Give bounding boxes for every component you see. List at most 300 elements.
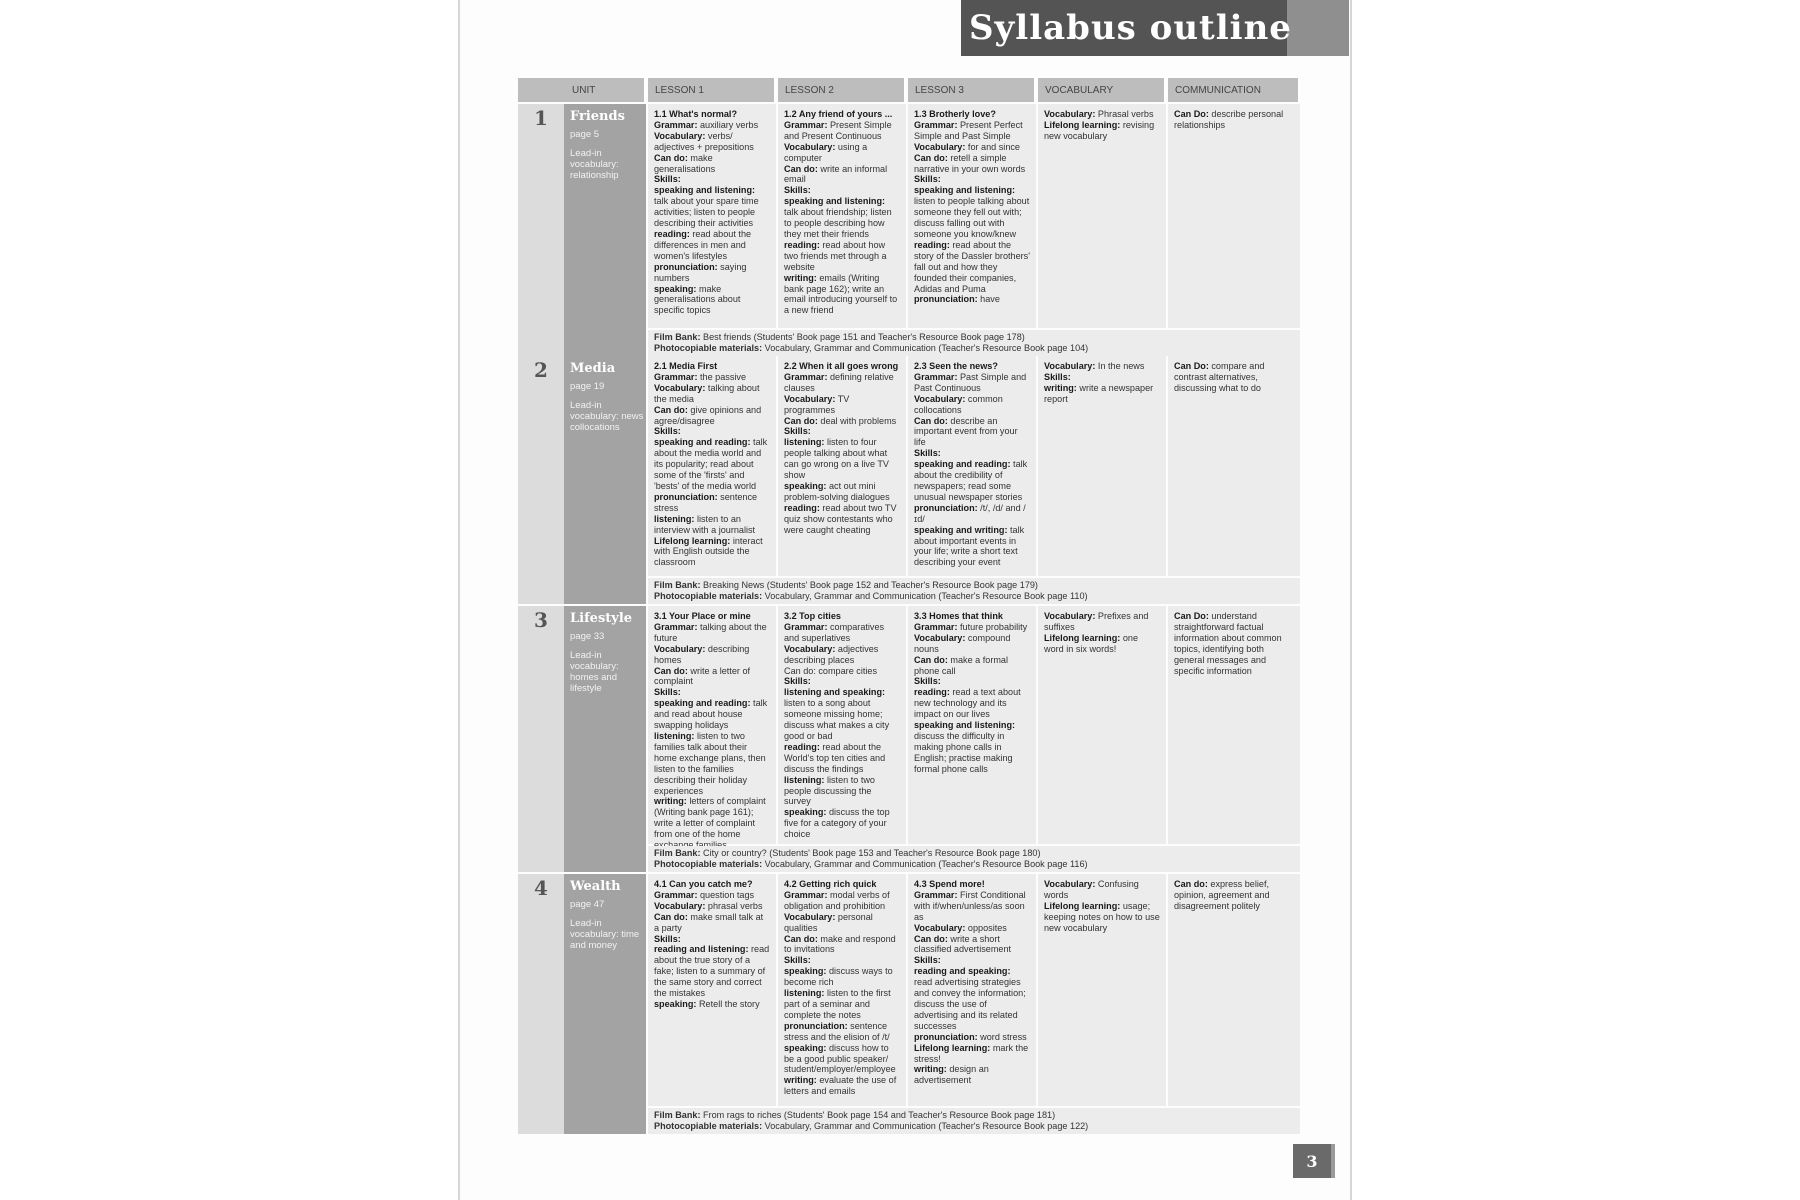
entry-label: 2.3 Seen the news? (914, 361, 998, 371)
entry-text: Prefixes and suffixes (1044, 611, 1149, 632)
entry (1044, 109, 1154, 119)
entry-text: talk about important events in your life; write a short text describing your event (914, 524, 1025, 568)
entry (1174, 361, 1264, 393)
entry (654, 131, 754, 152)
page-number-edge (1331, 1144, 1335, 1178)
entry (784, 1075, 896, 1096)
entry-text: First Conditional with if/when/unless/as soon as (914, 889, 1026, 922)
film-bank-text: City or country? (Students' Book page 153 and Teacher's Resource Book page 180) (700, 848, 1041, 858)
entry-text: talking about the media (654, 382, 760, 404)
entry-label: Can Do: (1174, 109, 1209, 119)
entry-label: Can Do: (1174, 361, 1209, 371)
entry-label: Can do: (654, 911, 688, 922)
entry (914, 687, 1021, 719)
lesson-3-cell (908, 874, 1036, 1106)
entry-label: Grammar: (654, 119, 698, 130)
film-bank-row (648, 578, 1300, 604)
lesson-2-cell (778, 606, 906, 844)
entry-text: read about the World's top ten cities and discuss the findings (784, 741, 886, 774)
entry (1044, 372, 1071, 382)
entry (654, 262, 746, 283)
entry (654, 383, 760, 404)
entry (654, 698, 767, 730)
entry (654, 426, 681, 436)
entry-text: retell a simple narrative in your own words (914, 152, 1026, 174)
lesson-2-cell (778, 874, 906, 1106)
entry-text: deal with problems (817, 415, 897, 426)
entry-text: discuss ways to become rich (784, 966, 893, 988)
entry (784, 912, 873, 933)
entry (784, 481, 890, 502)
photocopiable-text: Vocabulary, Grammar and Communication (Teacher's Resource Book page 104) (762, 342, 1089, 353)
unit-number-column (518, 606, 564, 872)
unit-title-column (564, 104, 646, 356)
unit-number: 4 (534, 876, 548, 900)
entry-label: speaking: (784, 807, 827, 818)
entry-text: listen to two people discussing the survey (784, 774, 875, 807)
entry (784, 611, 841, 621)
vocabulary-cell (1038, 874, 1166, 1106)
entry (914, 955, 941, 965)
unit-page: page 19 (570, 381, 605, 392)
entry-label: Can do: (654, 152, 688, 163)
entry-label: Vocabulary: (784, 141, 836, 152)
entry-label: speaking and listening: (654, 185, 756, 196)
entry-label: Can do: (784, 933, 818, 944)
entry (784, 503, 897, 535)
entry (784, 426, 811, 436)
header-lesson-1: LESSON 1 (648, 78, 776, 102)
entry (784, 955, 811, 965)
entry-label: writing: (784, 272, 817, 283)
entry-label: speaking and reading: (914, 459, 1011, 470)
unit-lead-in: Lead-in vocabulary: homes and lifestyle (570, 650, 619, 694)
entry (654, 229, 751, 261)
entry-label: Grammar: (654, 371, 698, 382)
entry (784, 775, 875, 807)
entry (1044, 611, 1148, 632)
lesson-1-cell (648, 104, 776, 328)
entry-text: talk about your spare time activities; listen to people describing their activities (654, 196, 759, 229)
entry (784, 109, 892, 119)
lesson-3-cell (908, 356, 1036, 576)
lesson-1-cell (648, 606, 776, 844)
entry (654, 492, 757, 513)
entry-label: listening: (654, 513, 695, 524)
entry (654, 174, 681, 184)
entry-text: comparatives and superlatives (784, 621, 885, 643)
unit-name: Wealth (570, 879, 621, 894)
entry-text: make small talk at a party (654, 911, 764, 933)
entry (784, 1021, 890, 1042)
entry-label: Grammar: (784, 371, 828, 382)
entry (914, 174, 941, 184)
entry-text: /t/, /d/ and /ɪd/ (914, 502, 1026, 524)
entry-text: adjectives describing places (784, 643, 879, 665)
entry-label: pronunciation: (914, 294, 978, 305)
entry-label: Can do: (914, 152, 948, 163)
entry (654, 120, 758, 130)
entry-text: write a short classified advertisement (914, 933, 1012, 955)
entry-label: Vocabulary: (1044, 109, 1096, 119)
entry-label: Can do: (654, 404, 688, 415)
entry-label: Skills: (654, 426, 681, 437)
entry (914, 966, 1026, 1031)
lesson-3-cell (908, 104, 1036, 328)
entry-text: sentence stress and the elision of /t/ (784, 1020, 890, 1042)
entry (784, 372, 894, 393)
entry (1174, 611, 1282, 676)
entry-label: Grammar: (654, 621, 698, 632)
entry-label: Lifelong learning: (1044, 119, 1121, 130)
unit-number: 1 (534, 106, 548, 130)
entry-label: 3.3 Homes that think (914, 611, 1003, 621)
entry-label: Vocabulary: (1044, 879, 1096, 889)
unit-number-column (518, 356, 564, 604)
entry (784, 437, 889, 480)
entry-text: one word in six words! (1044, 632, 1138, 654)
entry (1174, 109, 1283, 130)
entry-text: sentence stress (654, 491, 758, 513)
entry-label: Skills: (784, 676, 811, 687)
entry (914, 720, 1015, 774)
header-unit: UNIT (518, 78, 646, 102)
header-communication: COMMUNICATION (1168, 78, 1300, 102)
entry-text: discuss the top five for a category of your choice (784, 807, 890, 840)
entry-text: emails (Writing bank page 162); write an email introducing yourself to a new friend (784, 272, 898, 316)
entry-label: speaking and reading: (654, 698, 751, 709)
entry-label: Skills: (914, 676, 941, 687)
entry-text: describing homes (654, 643, 750, 665)
entry-label: Vocabulary: (914, 922, 966, 933)
entry-text: usage; keeping notes on how to use new vocabulary (1044, 900, 1160, 933)
entry (914, 361, 998, 371)
entry (914, 525, 1024, 568)
entry (784, 142, 867, 163)
header-vocabulary: VOCABULARY (1038, 78, 1166, 102)
entry-label: Vocabulary: (914, 141, 966, 152)
entry (654, 514, 755, 535)
entry-label: pronunciation: (654, 491, 718, 502)
entry (914, 394, 1003, 415)
entry-text: give opinions and agree/disagree (654, 404, 762, 426)
entry-text: letters of complaint (Writing bank page 161); write a letter of complaint from one of the home (654, 796, 766, 840)
photocopiable-label: Photocopiable materials: (654, 590, 763, 601)
entry (784, 196, 892, 239)
entry-label: speaking: (654, 998, 697, 1009)
film-bank-label: Film Bank: (654, 332, 701, 342)
entry-text: read a text about new technology and its impact on our lives (914, 687, 1021, 720)
entry (654, 912, 763, 933)
entry (914, 934, 1011, 955)
entry-label: Can do: (914, 415, 948, 426)
entry-text: compound nouns (914, 632, 1011, 654)
entry (784, 622, 884, 643)
entry-label: 3.2 Top cities (784, 611, 841, 621)
entry (914, 923, 1007, 933)
entry-label: Skills: (1044, 371, 1071, 382)
photocopiable-text: Vocabulary, Grammar and Communication (Teacher's Resource Book page 122) (762, 1120, 1089, 1131)
entry (914, 109, 996, 119)
entry (914, 1043, 1028, 1064)
entry-text: interact with English outside the classroom (654, 535, 763, 568)
entry-label: Grammar: (654, 889, 698, 900)
entry-label: 1.3 Brotherly love? (914, 109, 996, 119)
unit-name: Media (570, 361, 616, 376)
entry-text: In the news (1095, 361, 1145, 371)
entry-text: revising new vocabulary (1044, 119, 1155, 141)
entry-text: talk about friendship; listen to people describing how they met their friends (784, 207, 892, 239)
entry-text: question tags (697, 889, 755, 900)
entry (784, 120, 892, 141)
entry-text: make and respond to invitations (784, 933, 896, 955)
entry-text: have (977, 294, 1000, 305)
entry-text: common collocations (914, 393, 1003, 415)
entry-label: pronunciation: (784, 1020, 848, 1031)
entry-label: 4.1 Can you catch me? (654, 879, 753, 889)
unit-number-column (518, 874, 564, 1134)
entry-label: Grammar: (784, 889, 828, 900)
entry-label: Grammar: (784, 119, 828, 130)
entry-label: pronunciation: (914, 502, 978, 513)
entry (784, 240, 887, 272)
entry-label: writing: (914, 1064, 947, 1075)
communication-cell (1168, 104, 1300, 328)
entry-text: Confusing words (1044, 879, 1139, 900)
entry (914, 611, 1003, 621)
entry (914, 1032, 1027, 1042)
entry-text: make generalisations about specific topics (654, 283, 741, 316)
entry-label: Can do: (914, 654, 948, 665)
entry-text: listen to people talking about someone they fell out with; discuss falling out with someone you know/knew (914, 196, 1030, 239)
entry-text: TV programmes (784, 393, 850, 415)
entry-text: Present Perfect Simple and Past Simple (914, 119, 1023, 141)
entry (914, 448, 941, 458)
entry-text: Present Simple and Present Continuous (784, 119, 892, 141)
entry-label: Grammar: (914, 621, 958, 632)
entry-text: saying numbers (654, 261, 747, 283)
entry (914, 142, 1020, 152)
entry (914, 890, 1026, 922)
entry-label: Skills: (654, 933, 681, 944)
vocabulary-cell (1038, 606, 1166, 844)
entry-label: reading and speaking: (914, 966, 1011, 977)
entry-text: write an informal email (784, 163, 888, 185)
entry (1044, 901, 1160, 933)
unit-number-column (518, 104, 564, 356)
entry-label: Vocabulary: (1044, 611, 1096, 621)
entry-text: talk about the media world and its popularity; read about some of the 'firsts' and 'bests' of the media world (654, 437, 768, 491)
entry (784, 164, 887, 185)
entry-label: pronunciation: (654, 261, 718, 272)
entry-text: listen to four people talking about what can go wrong on a live TV show (784, 437, 889, 481)
entry-label: reading: (784, 741, 820, 752)
entry-text: the passive (697, 371, 746, 382)
unit-page: page 5 (570, 129, 600, 140)
entry-label: listening and speaking: (784, 687, 886, 698)
entry-label: Skills: (654, 687, 681, 698)
unit-number: 2 (534, 358, 548, 382)
entry-label: listening: (784, 437, 825, 448)
entry (654, 185, 759, 228)
unit-name: Lifestyle (570, 611, 633, 626)
entry-label: reading and listening: (654, 944, 749, 955)
unit-page: page 47 (570, 899, 605, 910)
entry-text: verbs/ adjectives + prepositions (654, 130, 754, 152)
entry (784, 394, 849, 415)
vocabulary-cell (1038, 104, 1166, 328)
entry (1044, 633, 1138, 654)
entry-text: discuss the difficulty in making phone calls in English; practise making formal phone calls (914, 730, 1013, 774)
entry (914, 633, 1010, 654)
entry-label: speaking: (784, 966, 827, 977)
entry (914, 294, 1000, 304)
photocopiable-text: Vocabulary, Grammar and Communication (Teacher's Resource Book page 110) (762, 590, 1088, 601)
entry-text: auxiliary verbs (697, 119, 759, 130)
lesson-2-cell (778, 104, 906, 328)
entry-text: read about two TV quiz show contestants who were caught cheating (784, 502, 897, 535)
entry-text: Past Simple and Past Continuous (914, 371, 1027, 393)
entry-label: Vocabulary: (914, 632, 966, 643)
entry-label: 3.1 Your Place or mine (654, 611, 751, 621)
entry (914, 1064, 989, 1085)
entry (784, 966, 893, 987)
entry (654, 372, 746, 382)
entry-label: 1.1 What's normal? (654, 109, 738, 119)
entry (654, 284, 740, 316)
entry-text: describe personal relationships (1174, 109, 1284, 130)
entry-label: Can do: (654, 665, 688, 676)
entry-label: Skills: (914, 174, 941, 185)
entry-label: speaking and listening: (914, 720, 1016, 731)
entry-label: reading: (914, 687, 950, 698)
lesson-3-cell (908, 606, 1036, 844)
entry (914, 879, 985, 889)
entry-label: speaking and writing: (914, 524, 1008, 535)
entry (654, 687, 681, 697)
unit-title-column (564, 874, 646, 1134)
entry (784, 416, 896, 426)
entry-label: Vocabulary: (784, 643, 836, 654)
entry-label: 4.2 Getting rich quick (784, 879, 877, 889)
entry (784, 273, 897, 316)
entry-text: for and since (965, 141, 1020, 152)
entry (654, 934, 681, 944)
entry-text: read about the true story of a fake; listen to a summary of the same story and correct the mistakes (654, 944, 770, 999)
film-bank-text: From rags to riches (Students' Book page 154 and Teacher's Resource Book page 181) (700, 1110, 1056, 1120)
entry-label: Can do: (784, 415, 818, 426)
entry (1044, 120, 1154, 141)
entry (1044, 879, 1139, 900)
entry-label: reading: (784, 502, 820, 513)
entry-text: read advertising strategies and convey the information; discuss the use of advertising and its related successes (914, 977, 1026, 1031)
entry (654, 666, 750, 687)
communication-cell (1168, 356, 1300, 576)
entry (654, 536, 763, 568)
entry-text: Retell the story (696, 998, 760, 1009)
entry-text: future probability (957, 621, 1028, 632)
entry (914, 153, 1025, 174)
entry (784, 742, 885, 774)
entry-text: compare and contrast alternatives, discussing what to do (1174, 361, 1265, 393)
entry-label: pronunciation: (914, 1031, 978, 1042)
entry-label: 2.1 Media First (654, 361, 718, 371)
entry (654, 109, 737, 119)
entry-text: make a formal phone call (914, 654, 1008, 676)
entry-text: discuss how to be a good public speaker/ student/employer/employee (784, 1042, 896, 1075)
header-lesson-3: LESSON 3 (908, 78, 1036, 102)
entry-label: listening: (654, 730, 695, 741)
entry (654, 437, 767, 491)
entry (914, 676, 941, 686)
entry-label: Vocabulary: (914, 393, 966, 404)
entry-text: express belief, opinion, agreement and disagreement politely (1174, 879, 1270, 911)
lesson-2-cell (778, 356, 906, 576)
entry (1044, 361, 1144, 371)
entry-label: reading: (784, 239, 820, 250)
entry-label: Vocabulary: (654, 900, 706, 911)
entry (784, 676, 811, 686)
entry (914, 459, 1027, 502)
entry-text: write a letter of complaint (654, 665, 751, 687)
photocopiable-label: Photocopiable materials: (654, 858, 763, 869)
entry-text: talk and read about house swapping holidays (654, 698, 768, 731)
entry-label: Vocabulary: (784, 911, 836, 922)
entry-label: reading: (914, 239, 950, 250)
entry-label: speaking: (654, 283, 697, 294)
entry (654, 731, 766, 796)
film-bank-label: Film Bank: (654, 848, 701, 858)
entry-label: Vocabulary: (654, 382, 706, 393)
entry-label: Vocabulary: (654, 643, 706, 654)
entry (654, 796, 766, 850)
film-bank-text: Breaking News (Students' Book page 152 and Teacher's Resource Book page 179) (700, 580, 1038, 590)
entry-text: opposites (965, 922, 1007, 933)
entry-text: personal qualities (784, 911, 873, 933)
film-bank-row (648, 1108, 1300, 1134)
entry-text: read about the differences in men and women's lifestyles (654, 228, 752, 261)
entry-label: writing: (784, 1075, 817, 1086)
entry (654, 361, 717, 371)
page-title: Syllabus outline (969, 8, 1292, 48)
entry-label: reading: (654, 228, 690, 239)
entry (914, 240, 1030, 294)
entry (914, 416, 1018, 448)
film-bank-label: Film Bank: (654, 1110, 701, 1120)
entry-label: Skills: (654, 174, 681, 185)
entry (654, 644, 749, 665)
entry-label: 2.2 When it all goes wrong (784, 361, 899, 371)
entry-label: Can do: (914, 933, 948, 944)
entry (784, 644, 878, 665)
entry-label: Lifelong learning: (914, 1042, 991, 1053)
entry-label: Lifelong learning: (1044, 900, 1121, 911)
entry-label: Skills: (914, 955, 941, 966)
entry (654, 611, 751, 621)
entry-text: Can do: compare cities (784, 665, 878, 676)
entry (784, 361, 898, 371)
lesson-1-cell (648, 874, 776, 1106)
page-number: 3 (1293, 1144, 1331, 1178)
unit-title-column (564, 606, 646, 872)
entry (784, 879, 876, 889)
entry-text: read about the story of the Dassler brothers' fall out and how they founded their companies, Adidas and Puma (914, 239, 1030, 294)
entry-text: read about how two friends met through a website (784, 239, 887, 272)
film-bank-text: Best friends (Students' Book page 151 and Teacher's Resource Book page 178) (700, 332, 1025, 342)
entry-text: mark the stress! (914, 1042, 1029, 1064)
entry (784, 666, 877, 676)
entry-label: listening: (784, 774, 825, 785)
